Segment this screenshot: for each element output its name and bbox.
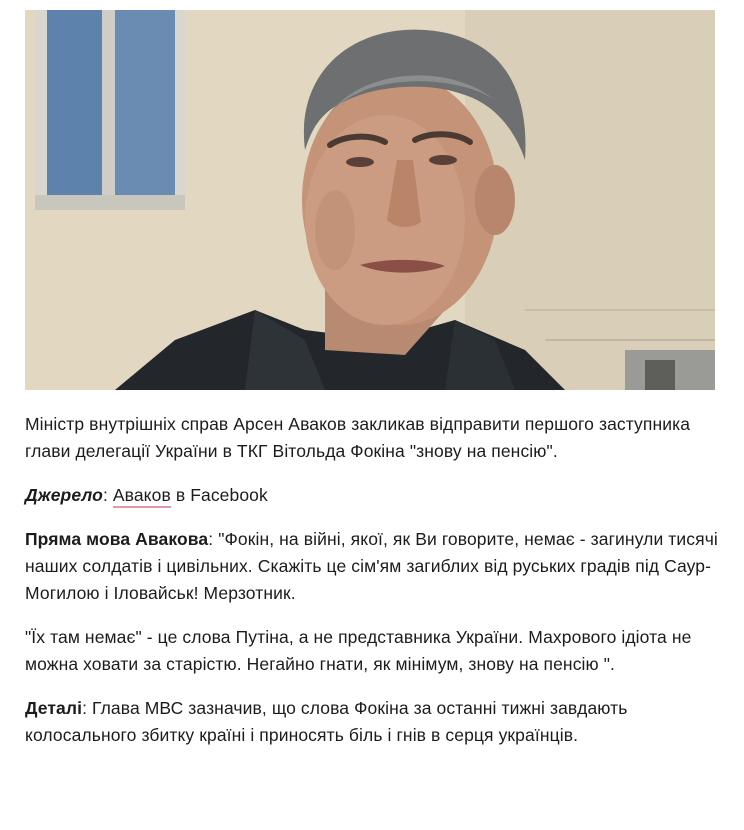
quote-paragraph <box>25 526 725 607</box>
quote-continuation-paragraph: "Їх там немає" - це слова Путіна, а не представника України. Махрового ідіота не можна ховати за старістю. Негайно гнати, як мінімум, знову на пенсію ". <box>25 627 692 674</box>
source-label: Джерело <box>25 485 103 505</box>
details-text: : Глава МВС зазначив, що слова Фокіна за останні тижні завдають колосального збитку країні і приносять біль і гнів в серця українців. <box>25 698 628 745</box>
intro-paragraph: Міністр внутрішніх справ Арсен Аваков закликав відправити першого заступника глави делегації України в ТКГ Вітольда Фокіна "знову на пенсію". <box>25 414 691 461</box>
details-paragraph <box>25 695 725 749</box>
quote-text: : "Фокін, на війні, якої, як Ви говорите, немає - загинули тисячі наших солдатів і цивільних. Скажіть це сім'ям загиблих від руських градів під Саур-Могилою і Іловайськ! Мерзотник. <box>25 529 718 603</box>
source-suffix: в Facebook <box>170 485 268 505</box>
source-separator: : <box>102 485 113 505</box>
details-label: Деталі <box>25 698 83 718</box>
source-paragraph <box>25 482 725 509</box>
article-photo <box>25 10 715 390</box>
article-body <box>25 10 725 749</box>
portrait-photo <box>25 10 715 390</box>
quote-label: Пряма мова Авакова <box>25 529 209 549</box>
source-link[interactable]: Аваков <box>113 485 171 508</box>
